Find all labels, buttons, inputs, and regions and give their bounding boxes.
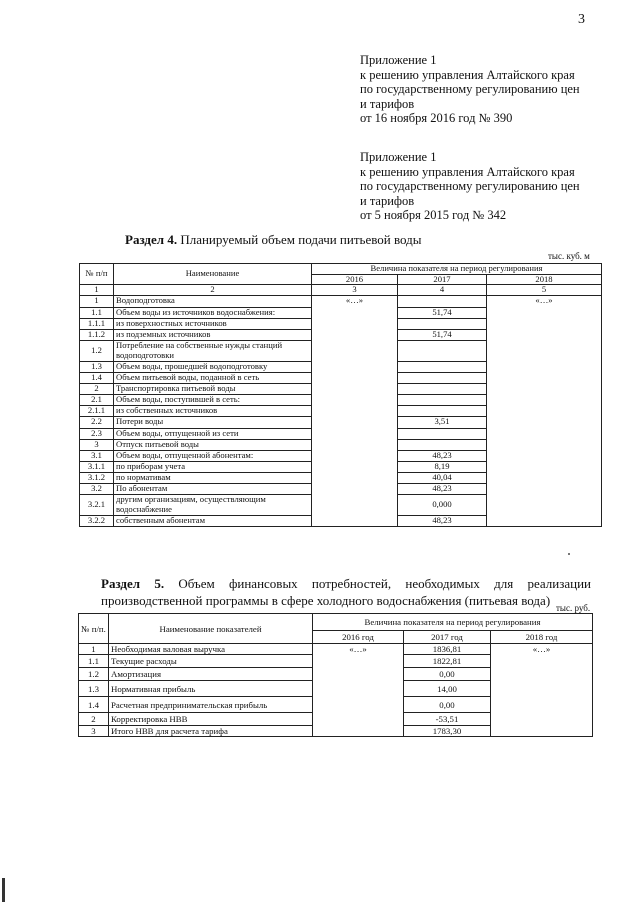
- header-year-2018: 2018 год: [491, 631, 593, 644]
- row-name: Корректировка НВВ: [109, 713, 313, 726]
- cell-2017: 8,19: [398, 461, 487, 472]
- cell-2017: 48,23: [398, 450, 487, 461]
- row-name: Расчетная предпринимательская прибыль: [109, 697, 313, 713]
- row-num: 1.4: [80, 372, 114, 383]
- section4-unit: тыс. куб. м: [548, 251, 590, 261]
- row-name: из подземных источников: [114, 329, 312, 340]
- header-year-2017: 2017 год: [404, 631, 491, 644]
- row-name: Объем воды, отпущенной абонентам:: [114, 450, 312, 461]
- cell-2017: [398, 340, 487, 361]
- row-num: 1.2: [80, 340, 114, 361]
- row-num: 3.2: [80, 483, 114, 494]
- row-name: Нормативная прибыль: [109, 681, 313, 697]
- row-num: 1.1: [80, 307, 114, 318]
- header-year-2016: 2016 год: [313, 631, 404, 644]
- appendix-line: Приложение 1: [360, 150, 437, 164]
- index-cell: 1: [80, 285, 114, 296]
- cell-2017: 0,000: [398, 494, 487, 515]
- cell-2017: [398, 372, 487, 383]
- cell-2017: 0,00: [404, 697, 491, 713]
- header-year-2017: 2017: [398, 274, 487, 285]
- row-num: 3.1.2: [80, 472, 114, 483]
- header-name: Наименование показателей: [109, 614, 313, 644]
- section5-table: [78, 613, 593, 737]
- cell-2017: [398, 428, 487, 439]
- row-num: 3.2.1: [80, 494, 114, 515]
- appendix-block-2016: [360, 53, 580, 126]
- cell-2017: 1836,81: [404, 644, 491, 655]
- cell-2016: «…»: [312, 295, 398, 526]
- row-name: Итого НВВ для расчета тарифа: [109, 726, 313, 737]
- row-num: 2.1: [80, 394, 114, 405]
- row-name: Амортизация: [109, 668, 313, 681]
- row-num: 1.3: [80, 361, 114, 372]
- cell-2017: 40,04: [398, 472, 487, 483]
- row-num: 2: [79, 713, 109, 726]
- section5-unit: тыс. руб.: [556, 603, 591, 613]
- index-cell: 5: [487, 285, 602, 296]
- row-num: 1.1.1: [80, 318, 114, 329]
- cell-2017: [398, 394, 487, 405]
- row-name: Необходимая валовая выручка: [109, 644, 313, 655]
- row-num: 2.3: [80, 428, 114, 439]
- row-name: собственным абонентам: [114, 515, 312, 526]
- table-row: [80, 295, 602, 307]
- appendix-line: от 16 ноября 2016 год № 390: [360, 111, 513, 126]
- cell-2018: «…»: [491, 644, 593, 737]
- index-cell: 2: [114, 285, 312, 296]
- appendix-block-2015: [360, 150, 580, 223]
- cell-2017: 0,00: [404, 668, 491, 681]
- appendix-line: от 5 ноября 2015 год № 342: [360, 208, 507, 223]
- row-num: 1.4: [79, 697, 109, 713]
- cell-2018: «…»: [487, 295, 602, 526]
- appendix-line: Приложение 1: [360, 53, 437, 67]
- cell-2017: 51,74: [398, 329, 487, 340]
- row-num: 1.2: [79, 668, 109, 681]
- row-name: из собственных источников: [114, 405, 312, 416]
- appendix-line: к решению управления Алтайского края: [360, 67, 575, 82]
- section4-table: [79, 263, 602, 527]
- index-cell: 3: [312, 285, 398, 296]
- cell-2017: 1783,30: [404, 726, 491, 737]
- row-num: 3: [80, 439, 114, 450]
- cell-2017: [398, 361, 487, 372]
- cell-2017: 14,00: [404, 681, 491, 697]
- row-name: Объем воды, отпущенной из сети: [114, 428, 312, 439]
- cell-2017: [398, 439, 487, 450]
- row-name: Объем воды, прошедшей водоподготовку: [114, 361, 312, 372]
- row-name: Объем воды, поступившей в сеть:: [114, 394, 312, 405]
- row-name: Отпуск питьевой воды: [114, 439, 312, 450]
- row-name: Водоподготовка: [114, 295, 312, 307]
- header-year-2018: 2018: [487, 274, 602, 285]
- appendix-line: к решению управления Алтайского края: [360, 164, 575, 179]
- cell-2017: 3,51: [398, 416, 487, 428]
- scan-edge-mark: [2, 878, 5, 902]
- cell-2017: [398, 405, 487, 416]
- header-num: № п/п.: [79, 614, 109, 644]
- row-num: 1: [79, 644, 109, 655]
- page-number: 3: [578, 12, 585, 27]
- row-name: Объем воды из источников водоснабжения:: [114, 307, 312, 318]
- row-num: 1.1: [79, 655, 109, 668]
- header-value-period: Величина показателя на период регулирования: [312, 264, 602, 275]
- header-name: Наименование: [114, 264, 312, 285]
- appendix-line: и тарифов: [360, 96, 415, 111]
- row-name: Транспортировка питьевой воды: [114, 383, 312, 394]
- row-num: 3.1: [80, 450, 114, 461]
- row-name: По абонентам: [114, 483, 312, 494]
- cell-2017: 48,23: [398, 515, 487, 526]
- cell-2017: [398, 318, 487, 329]
- row-num: 2.1.1: [80, 405, 114, 416]
- row-name: Потери воды: [114, 416, 312, 428]
- cell-2017: 1822,81: [404, 655, 491, 668]
- section4-title: Раздел 4. Планируемый объем подачи питьевой воды: [125, 232, 422, 247]
- cell-2017: -53,51: [404, 713, 491, 726]
- table-row: [79, 644, 593, 655]
- row-num: 1.1.2: [80, 329, 114, 340]
- row-name: другим организациям, осуществляющим водоснабжение: [114, 494, 312, 515]
- row-name: Потребление на собственные нужды станций водоподготовки: [114, 340, 312, 361]
- appendix-line: и тарифов: [360, 193, 415, 208]
- section5-title: Раздел 5. Объем финансовых потребностей, необходимых для реализации производственной программы в сфере холодного водоснабжения (питьевая вода): [101, 576, 591, 608]
- cell-2017: [398, 383, 487, 394]
- header-value-period: Величина показателя на период регулирования: [313, 614, 593, 631]
- cell-2017: [398, 295, 487, 307]
- cell-2017: 51,74: [398, 307, 487, 318]
- row-num: 3.2.2: [80, 515, 114, 526]
- row-name: Объем питьевой воды, поданной в сеть: [114, 372, 312, 383]
- cell-2016: «…»: [313, 644, 404, 737]
- header-year-2016: 2016: [312, 274, 398, 285]
- row-name: по нормативам: [114, 472, 312, 483]
- header-num: № п/п: [80, 264, 114, 285]
- row-num: 1.3: [79, 681, 109, 697]
- scan-speck: [568, 553, 570, 555]
- appendix-line: по государственному регулированию цен: [360, 82, 580, 97]
- row-num: 3.1.1: [80, 461, 114, 472]
- index-cell: 4: [398, 285, 487, 296]
- row-name: по приборам учета: [114, 461, 312, 472]
- row-name: из поверхностных источников: [114, 318, 312, 329]
- row-num: 3: [79, 726, 109, 737]
- row-num: 2.2: [80, 416, 114, 428]
- row-num: 1: [80, 295, 114, 307]
- row-num: 2: [80, 383, 114, 394]
- appendix-line: по государственному регулированию цен: [360, 179, 580, 194]
- cell-2017: 48,23: [398, 483, 487, 494]
- row-name: Текущие расходы: [109, 655, 313, 668]
